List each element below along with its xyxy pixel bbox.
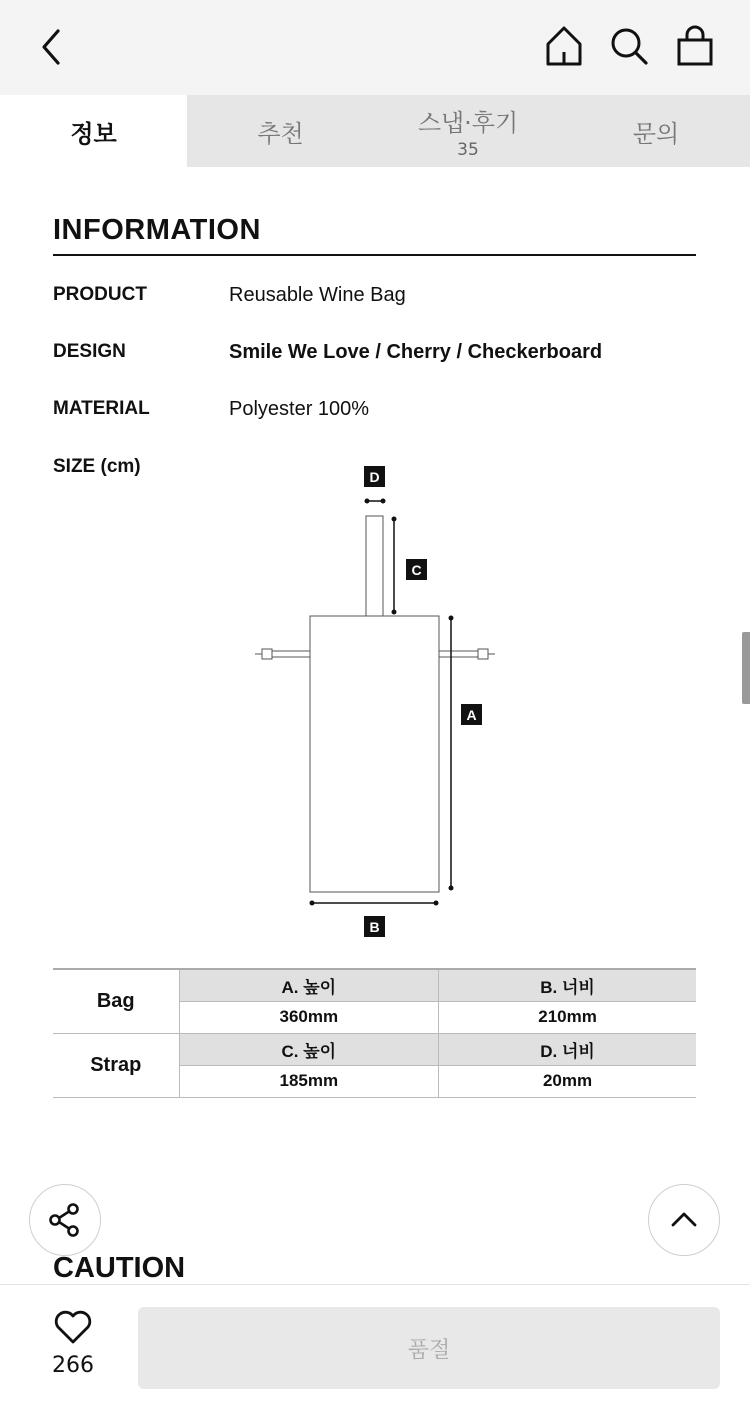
information-divider: [53, 254, 696, 256]
tab-info[interactable]: [0, 95, 187, 167]
tab-label: 정보: [70, 119, 117, 148]
material-label: MATERIAL: [53, 398, 150, 419]
review-count: 35: [457, 139, 479, 160]
product-label: PRODUCT: [53, 284, 147, 305]
d-label: D: [369, 469, 380, 485]
chevron-up-icon: [668, 1204, 700, 1236]
a-label: A: [466, 707, 477, 723]
bag-row-header: Bag: [53, 969, 179, 1033]
top-navigation-bar: [0, 0, 750, 95]
caution-title: CAUTION: [53, 1252, 186, 1284]
scroll-indicator[interactable]: [742, 632, 750, 704]
tab-snap-review[interactable]: [374, 95, 562, 167]
bottom-action-bar: [0, 1284, 750, 1410]
bag-body-shape: [310, 616, 439, 892]
like-button[interactable]: [32, 1309, 114, 1378]
information-title: INFORMATION: [53, 214, 261, 246]
strap-d-header: D. 너비: [439, 1033, 696, 1065]
like-count: 266: [52, 1353, 94, 1378]
product-value: Reusable Wine Bag: [229, 284, 406, 306]
size-table: [53, 968, 696, 1098]
design-value: Smile We Love / Cherry / Checkerboard: [229, 341, 603, 363]
material-value: Polyester 100%: [229, 398, 370, 420]
share-button[interactable]: [29, 1184, 101, 1256]
c-label: C: [411, 562, 422, 578]
sold-out-button[interactable]: 품절: [138, 1307, 720, 1389]
scroll-to-top-button[interactable]: [648, 1184, 720, 1256]
strap-c-value: 185mm: [179, 1065, 439, 1097]
strap-shape: [366, 516, 383, 616]
bag-a-value: 360mm: [179, 1001, 439, 1033]
home-icon[interactable]: [542, 24, 586, 68]
design-label: DESIGN: [53, 341, 126, 362]
shopping-bag-icon[interactable]: [673, 24, 717, 68]
bag-a-header: A. 높이: [179, 969, 439, 1001]
tab-bar: [0, 95, 750, 167]
bag-b-header: B. 너비: [439, 969, 696, 1001]
tab-label: 추천: [257, 119, 304, 148]
strap-row-header: Strap: [53, 1033, 179, 1097]
tab-label: 스냅·후기: [417, 108, 519, 137]
tab-label: 문의: [632, 119, 680, 148]
tab-inquiry[interactable]: [562, 95, 750, 167]
strap-c-header: C. 높이: [179, 1033, 439, 1065]
search-icon[interactable]: [607, 24, 651, 68]
share-icon: [47, 1202, 83, 1238]
bag-b-value: 210mm: [439, 1001, 696, 1033]
heart-icon: [53, 1309, 93, 1345]
strap-d-value: 20mm: [439, 1065, 696, 1097]
back-arrow-icon[interactable]: [30, 25, 74, 69]
b-label: B: [369, 919, 380, 935]
size-diagram: [0, 455, 750, 945]
tab-recommend[interactable]: [187, 95, 374, 167]
size-label: SIZE (cm): [53, 456, 141, 477]
